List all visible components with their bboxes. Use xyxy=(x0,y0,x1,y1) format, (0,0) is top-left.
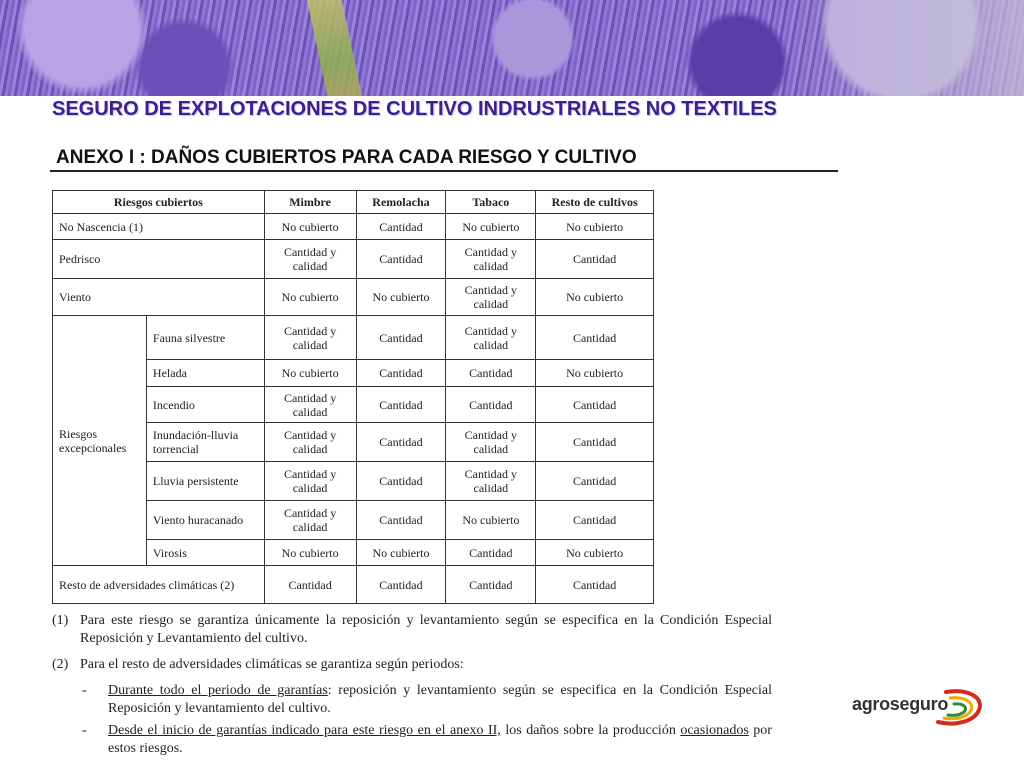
cell-tabaco: Cantidad y calidad xyxy=(446,462,536,501)
agroseguro-logo xyxy=(850,686,990,736)
footnote-1 xyxy=(52,612,772,648)
cell-resto: Cantidad xyxy=(536,462,654,501)
header-tabaco: Tabaco xyxy=(446,191,536,214)
cell-remolacha: Cantidad xyxy=(356,360,446,387)
cell-resto: Cantidad xyxy=(536,316,654,360)
risk-name: Incendio xyxy=(146,387,264,423)
cell-remolacha: Cantidad xyxy=(356,214,446,240)
cell-resto: No cubierto xyxy=(536,279,654,316)
risk-name: Resto de adversidades climáticas (2) xyxy=(53,566,265,604)
cell-mimbre: No cubierto xyxy=(264,279,356,316)
bullet-rest-text: : reposición y levantamiento según se especifica en la Condición Especial Reposición y levantamiento del cultivo. xyxy=(108,683,772,716)
cell-mimbre: No cubierto xyxy=(264,540,356,566)
table-row xyxy=(53,566,654,604)
table-row xyxy=(53,316,654,360)
cell-tabaco: Cantidad xyxy=(446,566,536,604)
risk-name: Lluvia persistente xyxy=(146,462,264,501)
cell-resto: Cantidad xyxy=(536,423,654,462)
cell-tabaco: Cantidad xyxy=(446,540,536,566)
cell-tabaco: Cantidad xyxy=(446,360,536,387)
cell-resto: Cantidad xyxy=(536,501,654,540)
annex-title: ANEXO I : DAÑOS CUBIERTOS PARA CADA RIESGO Y CULTIVO xyxy=(50,147,838,172)
cell-tabaco: Cantidad y calidad xyxy=(446,240,536,279)
header-resto: Resto de cultivos xyxy=(536,191,654,214)
cell-remolacha: No cubierto xyxy=(356,540,446,566)
bullet-underlined-text: ocasionados xyxy=(680,723,749,738)
table-header-row xyxy=(53,191,654,214)
footnote-text: Para el resto de adversidades climáticas se garantiza según periodos: xyxy=(80,657,464,672)
cell-remolacha: Cantidad xyxy=(356,240,446,279)
coverage-table xyxy=(52,190,654,604)
cell-remolacha: Cantidad xyxy=(356,462,446,501)
bullet-underlined-text: Durante todo el periodo de garantías xyxy=(108,683,328,698)
cell-tabaco: Cantidad xyxy=(446,387,536,423)
cell-mimbre: Cantidad y calidad xyxy=(264,387,356,423)
bullet-underlined-text: Desde el inicio de garantías indicado para este riesgo en el anexo II, xyxy=(108,723,501,738)
cell-remolacha: No cubierto xyxy=(356,279,446,316)
cell-mimbre: Cantidad y calidad xyxy=(264,240,356,279)
risk-name: Fauna silvestre xyxy=(146,316,264,360)
bullet-rest-text: por estos riesgos. xyxy=(108,723,772,756)
footnotes xyxy=(52,612,772,758)
table-row xyxy=(53,240,654,279)
risk-name: Helada xyxy=(146,360,264,387)
risk-name: No Nascencia (1) xyxy=(53,214,265,240)
cell-remolacha: Cantidad xyxy=(356,387,446,423)
cell-mimbre: Cantidad y calidad xyxy=(264,462,356,501)
footnote-text: Para este riesgo se garantiza únicamente la reposición y levantamiento según se especifica en la Condición Especial Reposición y Levantamiento del cultivo. xyxy=(80,613,772,646)
cell-resto: No cubierto xyxy=(536,540,654,566)
bullet-dash: - xyxy=(82,683,87,698)
bullet-rest-text: los daños sobre la producción xyxy=(500,723,681,738)
cell-resto: Cantidad xyxy=(536,387,654,423)
table-row xyxy=(53,279,654,316)
table-row xyxy=(53,214,654,240)
cell-remolacha: Cantidad xyxy=(356,423,446,462)
cell-tabaco: No cubierto xyxy=(446,501,536,540)
cell-tabaco: Cantidad y calidad xyxy=(446,316,536,360)
header-mimbre: Mimbre xyxy=(264,191,356,214)
bullet-text xyxy=(108,682,772,718)
banner-haze xyxy=(784,0,1024,96)
footnote-bullet-2 xyxy=(82,722,772,758)
logo-text: agroseguro xyxy=(852,694,949,714)
cell-tabaco: Cantidad y calidad xyxy=(446,423,536,462)
cell-mimbre: No cubierto xyxy=(264,214,356,240)
header-riesgos: Riesgos cubiertos xyxy=(53,191,265,214)
cell-mimbre: Cantidad y calidad xyxy=(264,316,356,360)
cell-mimbre: No cubierto xyxy=(264,360,356,387)
header-remolacha: Remolacha xyxy=(356,191,446,214)
cell-remolacha: Cantidad xyxy=(356,501,446,540)
cell-remolacha: Cantidad xyxy=(356,566,446,604)
cell-resto: Cantidad xyxy=(536,240,654,279)
banner-grass-stripe xyxy=(306,0,364,96)
cell-tabaco: Cantidad y calidad xyxy=(446,279,536,316)
cell-resto: No cubierto xyxy=(536,214,654,240)
page-heading: SEGURO DE EXPLOTACIONES DE CULTIVO INDRUSTRIALES NO TEXTILES xyxy=(52,98,777,120)
footnote-bullet-1 xyxy=(82,682,772,718)
cell-mimbre: Cantidad y calidad xyxy=(264,501,356,540)
cell-resto: Cantidad xyxy=(536,566,654,604)
risk-name: Viento huracanado xyxy=(146,501,264,540)
risk-name: Inundación-lluvia torrencial xyxy=(146,423,264,462)
risk-name: Pedrisco xyxy=(53,240,265,279)
footnote-number: (1) xyxy=(52,613,69,628)
group-label-riesgos-excepcionales: Riesgos excepcionales xyxy=(53,316,147,566)
lavender-banner-image xyxy=(0,0,1024,96)
footnote-number: (2) xyxy=(52,657,69,672)
cell-resto: No cubierto xyxy=(536,360,654,387)
cell-tabaco: No cubierto xyxy=(446,214,536,240)
cell-mimbre: Cantidad xyxy=(264,566,356,604)
bullet-dash: - xyxy=(82,723,87,738)
bullet-text xyxy=(108,722,772,758)
risk-name: Viento xyxy=(53,279,265,316)
risk-name: Virosis xyxy=(146,540,264,566)
cell-mimbre: Cantidad y calidad xyxy=(264,423,356,462)
footnote-2 xyxy=(52,656,772,674)
cell-remolacha: Cantidad xyxy=(356,316,446,360)
